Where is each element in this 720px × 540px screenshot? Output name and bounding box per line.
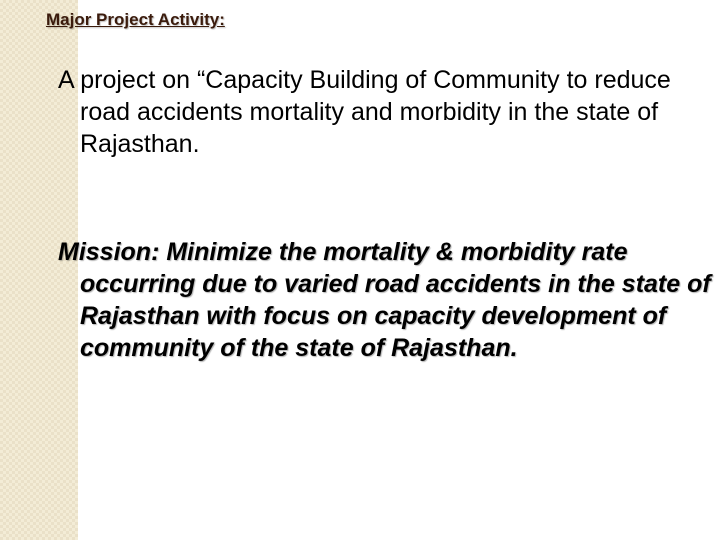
- project-description: A project on “Capacity Building of Community to reduce road accidents mortality and morbidity in the state of Rajasthan.: [58, 66, 671, 158]
- mission-statement: Mission: Minimize the mortality & morbidity rate occurring due to varied road accidents in the state of Rajasthan with focus on capacity development of community of the state of Rajasthan.: [58, 238, 711, 362]
- slide-title: Major Project Activity:: [46, 10, 225, 29]
